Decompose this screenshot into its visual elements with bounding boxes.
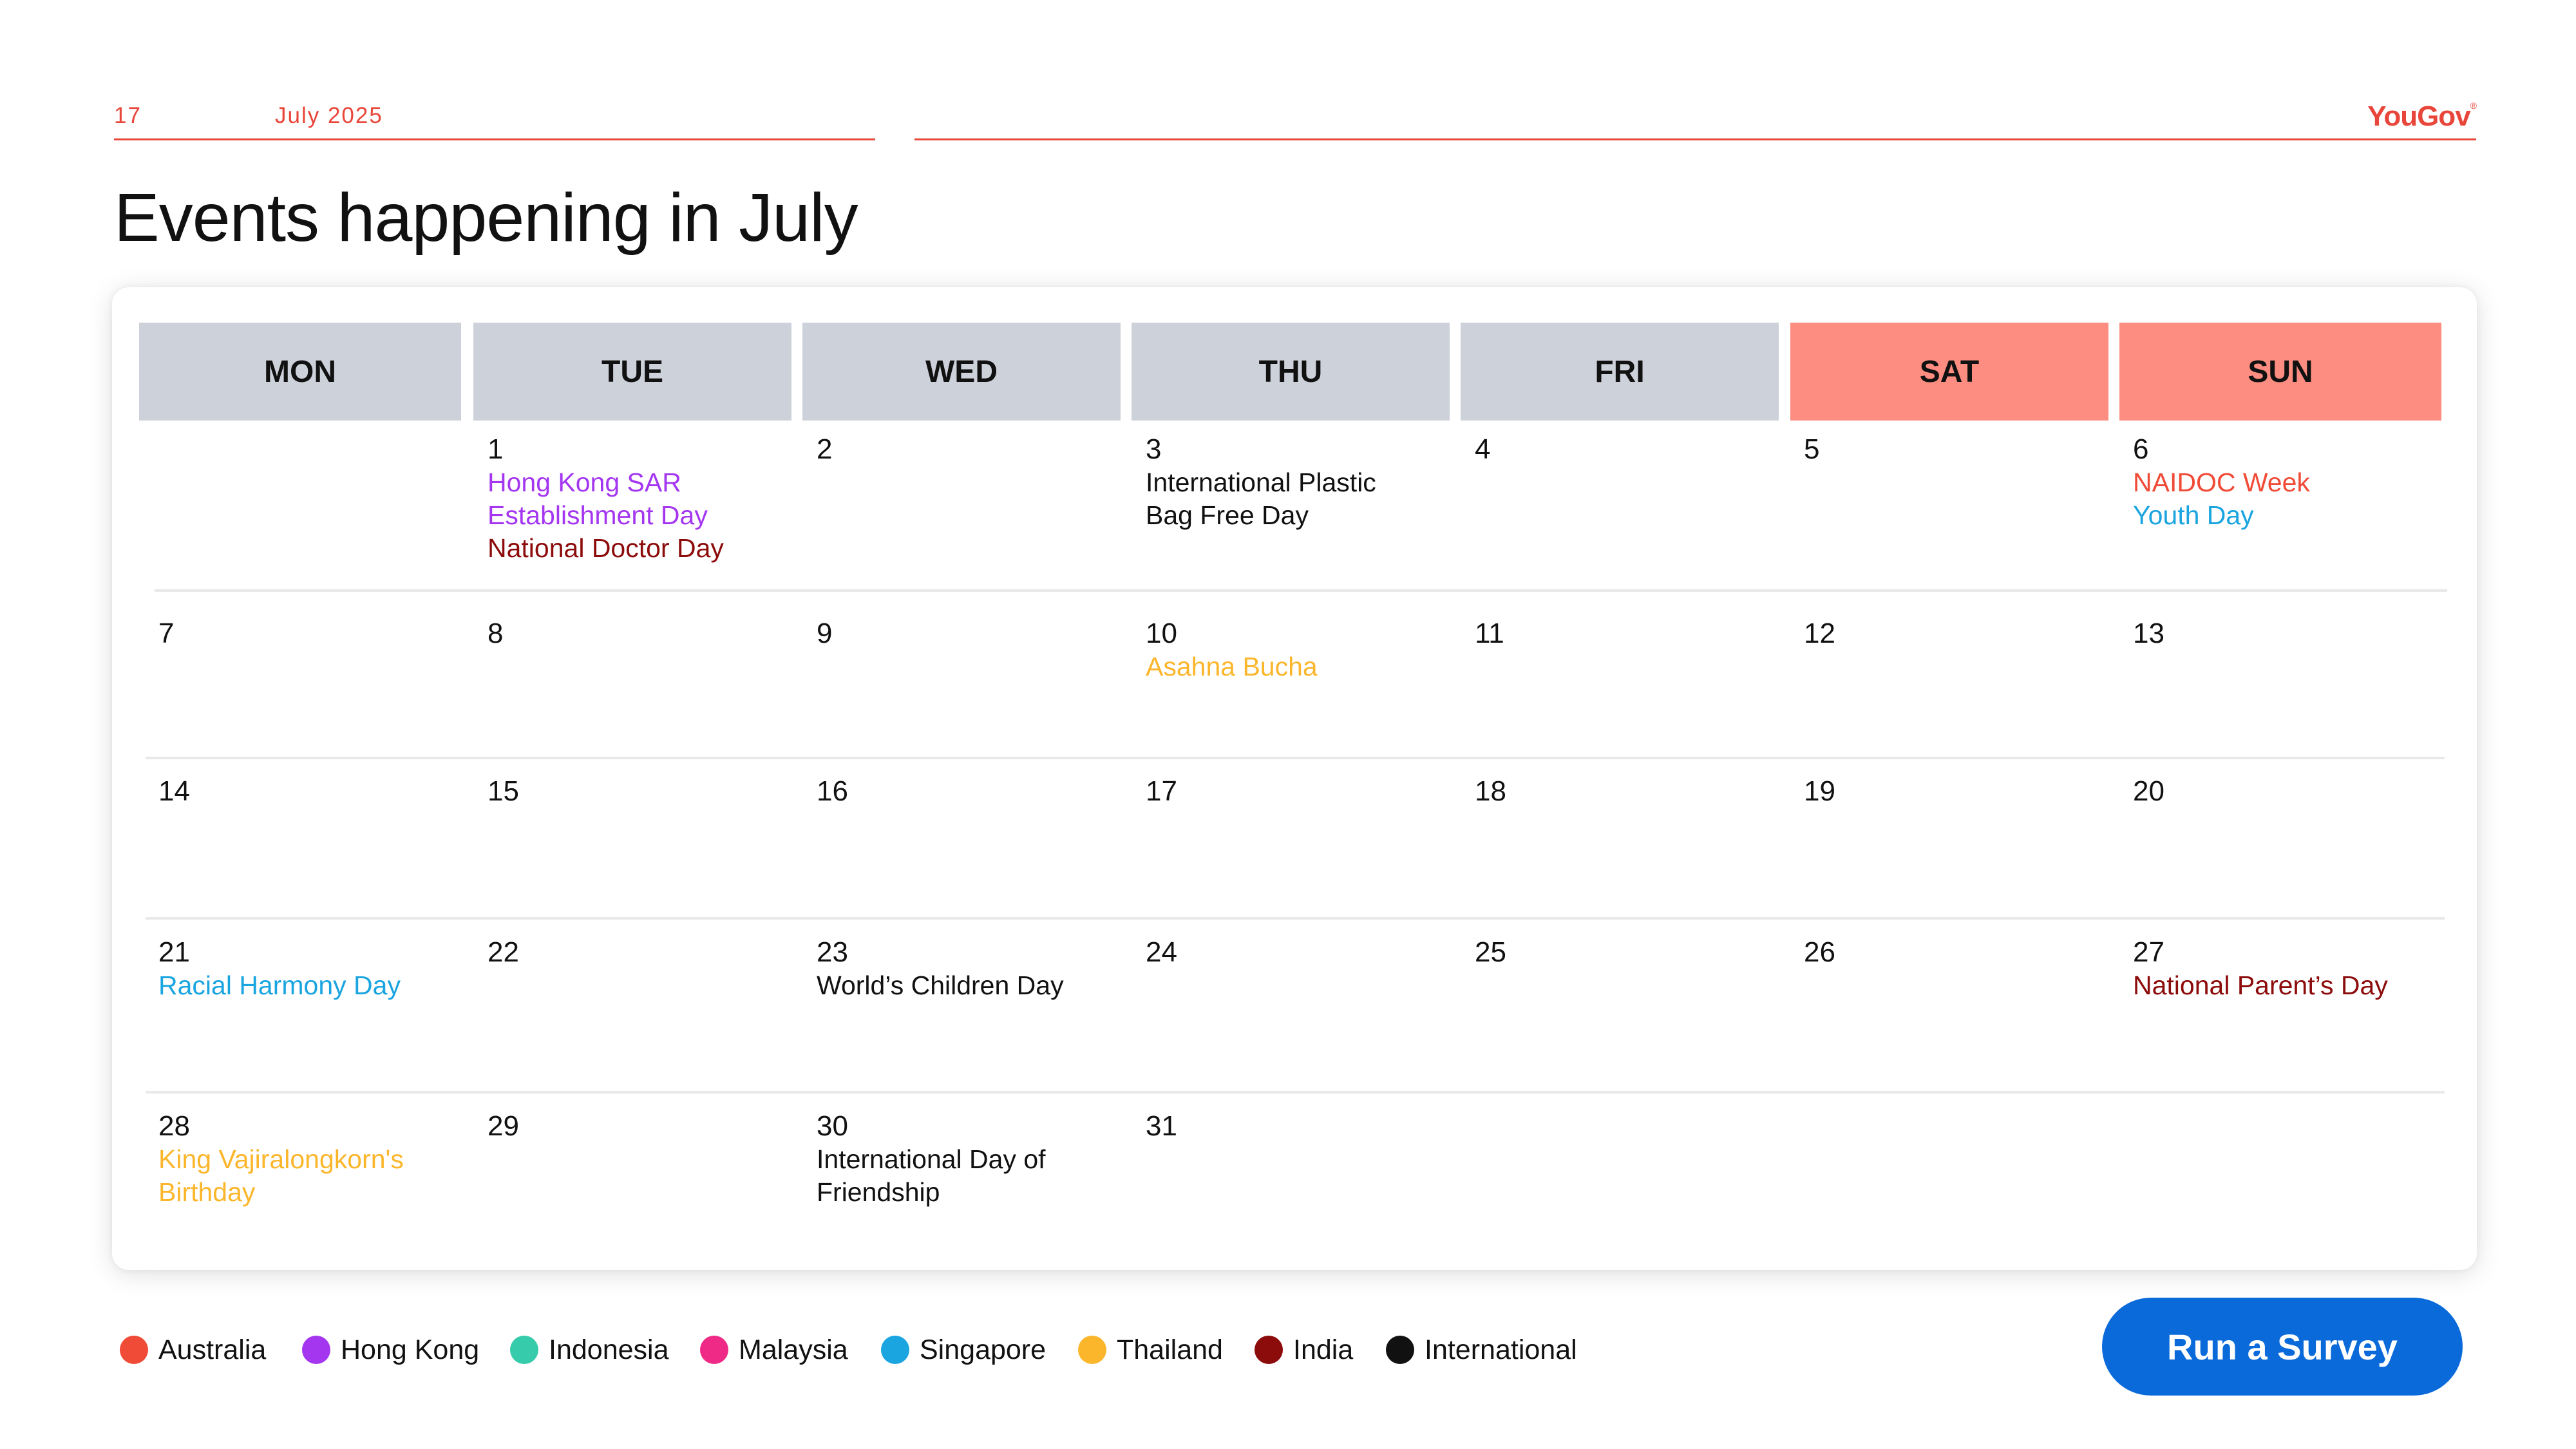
- event-line: Birthday: [158, 1177, 256, 1207]
- day-number: 23: [817, 936, 848, 968]
- day-cell-18[interactable]: [1475, 775, 1784, 808]
- legend-dot-malaysia: [700, 1336, 728, 1364]
- logo-registered-mark: ®: [2470, 100, 2476, 111]
- day-cell-30[interactable]: [817, 1110, 1126, 1209]
- day-cell-7[interactable]: [158, 617, 468, 650]
- legend-label: Singapore: [920, 1334, 1046, 1365]
- day-number: 11: [1475, 618, 1504, 649]
- run-a-survey-button[interactable]: Run a Survey: [2102, 1298, 2463, 1396]
- event-line: Hong Kong SAR: [488, 468, 681, 497]
- day-cell-31[interactable]: [1146, 1110, 1455, 1143]
- slide-header: [114, 100, 2476, 142]
- logo-text: YouGov: [2367, 100, 2470, 132]
- day-number: 31: [1146, 1110, 1177, 1142]
- day-number: 22: [488, 936, 519, 968]
- day-cell-13[interactable]: [2133, 617, 2442, 650]
- row-divider: [155, 589, 2447, 592]
- day-cell-24[interactable]: [1146, 936, 1455, 969]
- event-asahna-bucha: Asahna Bucha: [1146, 652, 1318, 681]
- row-divider: [146, 1091, 2445, 1094]
- event-line: Bag Free Day: [1146, 500, 1309, 530]
- day-number: 7: [158, 618, 175, 649]
- event-line: International Day of: [817, 1144, 1046, 1174]
- day-number: 1: [488, 433, 504, 465]
- day-cell-12[interactable]: [1804, 617, 2113, 650]
- event-international-day-of-friendship: [817, 1143, 1126, 1209]
- day-cell-11[interactable]: [1475, 617, 1784, 650]
- day-cell-22[interactable]: [488, 936, 797, 969]
- event-king-vajiralongkorns-birthday: [158, 1143, 468, 1209]
- event-naidoc-week: NAIDOC Week: [2133, 468, 2310, 497]
- page-number: 17: [114, 103, 142, 128]
- event-national-doctor-day: National Doctor Day: [488, 533, 724, 563]
- event-line: Establishment Day: [488, 500, 708, 530]
- legend-dot-india: [1255, 1336, 1283, 1364]
- day-number: 14: [158, 775, 190, 807]
- legend-label: Hong Kong: [341, 1334, 480, 1365]
- day-number: 15: [488, 775, 519, 807]
- legend-dot-singapore: [881, 1336, 909, 1364]
- yougov-logo: [2367, 100, 2476, 133]
- legend-label: India: [1293, 1334, 1354, 1365]
- day-number: 24: [1146, 936, 1177, 968]
- legend-dot-international: [1386, 1336, 1414, 1364]
- day-number: 5: [1804, 433, 1820, 465]
- day-number: 3: [1146, 433, 1162, 465]
- day-cell-15[interactable]: [488, 775, 797, 808]
- day-cell-29[interactable]: [488, 1110, 797, 1143]
- day-number: 4: [1475, 433, 1491, 465]
- header-rule-left: [114, 138, 875, 140]
- legend-dot-thailand: [1078, 1336, 1106, 1364]
- weekday-header-fri: FRI: [1461, 323, 1779, 421]
- legend-item-india: [1255, 1332, 1353, 1368]
- weekday-header-tue: TUE: [473, 323, 791, 421]
- day-cell-23[interactable]: [817, 936, 1126, 1002]
- day-cell-14[interactable]: [158, 775, 468, 808]
- legend-item-malaysia: [700, 1332, 848, 1368]
- page-title: Events happening in July: [114, 180, 858, 256]
- day-number: 9: [817, 618, 833, 649]
- legend-item-international: [1386, 1332, 1577, 1368]
- event-line: King Vajiralongkorn's: [158, 1144, 404, 1174]
- day-number: 28: [158, 1110, 190, 1142]
- legend-dot-indonesia: [510, 1336, 538, 1364]
- day-cell-20[interactable]: [2133, 775, 2442, 808]
- day-number: 13: [2133, 618, 2164, 649]
- header-date: July 2025: [275, 103, 383, 128]
- legend-item-singapore: [881, 1332, 1046, 1368]
- weekday-header-wed: WED: [802, 323, 1121, 421]
- day-number: 20: [2133, 775, 2164, 807]
- day-cell-1[interactable]: [488, 433, 797, 565]
- legend-label: Australia: [158, 1334, 267, 1365]
- event-hong-kong-sar-establishment-day: [488, 466, 797, 532]
- legend-item-indonesia: [510, 1332, 669, 1368]
- day-cell-3[interactable]: [1146, 433, 1455, 532]
- day-cell-16[interactable]: [817, 775, 1126, 808]
- weekday-header-sat: SAT: [1790, 323, 2108, 421]
- event-line: International Plastic: [1146, 468, 1376, 497]
- day-cell-5[interactable]: [1804, 433, 2113, 466]
- header-rule-right: [914, 138, 2476, 140]
- legend-label: Indonesia: [549, 1334, 669, 1365]
- weekday-header-thu: THU: [1132, 323, 1450, 421]
- weekday-header-mon: MON: [139, 323, 461, 421]
- day-cell-2[interactable]: [817, 433, 1126, 466]
- day-cell-26[interactable]: [1804, 936, 2113, 969]
- legend-label: Thailand: [1117, 1334, 1223, 1365]
- day-number: 21: [158, 936, 190, 968]
- day-cell-21[interactable]: [158, 936, 468, 1002]
- day-number: 8: [488, 618, 504, 649]
- day-number: 27: [2133, 936, 2164, 968]
- day-cell-6[interactable]: [2133, 433, 2442, 532]
- day-number: 10: [1146, 618, 1177, 649]
- legend-item-hong-kong: [302, 1332, 479, 1368]
- event-racial-harmony-day: Racial Harmony Day: [158, 971, 401, 1000]
- day-cell-9[interactable]: [817, 617, 1126, 650]
- legend-dot-hong-kong: [302, 1336, 330, 1364]
- day-cell-17[interactable]: [1146, 775, 1455, 808]
- day-number: 25: [1475, 936, 1506, 968]
- legend-label: International: [1425, 1334, 1577, 1365]
- event-national-parents-day: National Parent’s Day: [2133, 971, 2388, 1000]
- event-youth-day: Youth Day: [2133, 500, 2254, 530]
- event-line: Friendship: [817, 1177, 940, 1207]
- legend-label: Malaysia: [739, 1334, 848, 1365]
- event-international-plastic-bag-free-day: [1146, 466, 1455, 532]
- legend-item-australia: [120, 1332, 266, 1368]
- day-number: 19: [1804, 775, 1835, 807]
- day-number: 29: [488, 1110, 519, 1142]
- day-cell-25[interactable]: [1475, 936, 1784, 969]
- day-cell-10[interactable]: [1146, 617, 1455, 683]
- event-worlds-children-day: World’s Children Day: [817, 971, 1064, 1000]
- day-number: 17: [1146, 775, 1177, 807]
- calendar-card: [112, 287, 2477, 1270]
- day-number: 6: [2133, 433, 2149, 465]
- day-number: 16: [817, 775, 848, 807]
- day-cell-8[interactable]: [488, 617, 797, 650]
- weekday-header-sun: SUN: [2119, 323, 2441, 421]
- day-cell-27[interactable]: [2133, 936, 2442, 1002]
- day-number: 12: [1804, 618, 1835, 649]
- row-divider: [146, 917, 2445, 920]
- day-cell-19[interactable]: [1804, 775, 2113, 808]
- day-number: 2: [817, 433, 833, 465]
- day-cell-28[interactable]: [158, 1110, 468, 1209]
- legend-dot-australia: [120, 1336, 148, 1364]
- legend-item-thailand: [1078, 1332, 1223, 1368]
- day-number: 18: [1475, 775, 1506, 807]
- day-number: 26: [1804, 936, 1835, 968]
- day-cell-4[interactable]: [1475, 433, 1784, 466]
- day-number: 30: [817, 1110, 848, 1142]
- row-divider: [146, 757, 2445, 759]
